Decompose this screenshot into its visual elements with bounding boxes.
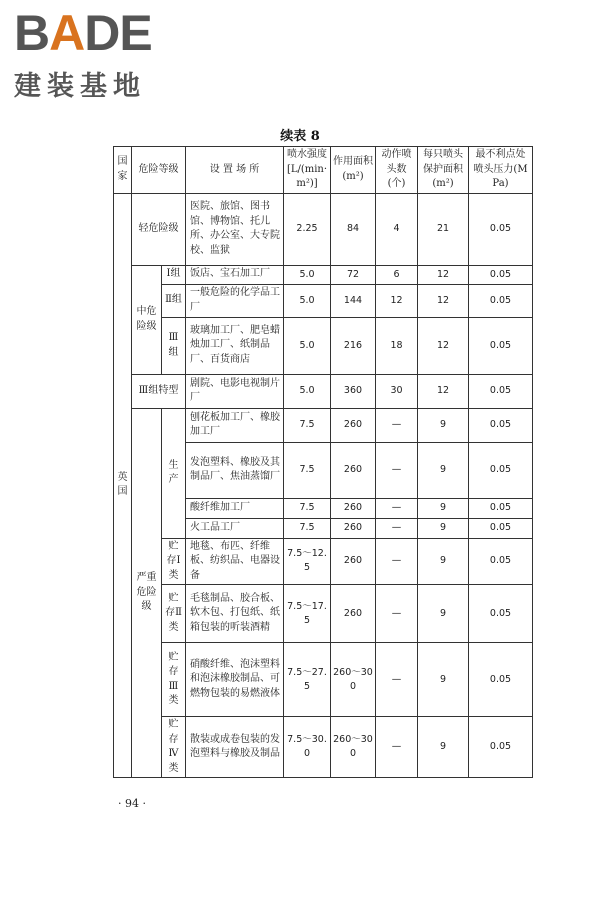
- cover-cell: 12: [418, 374, 469, 408]
- cover-cell: 12: [418, 284, 469, 317]
- heads-cell: —: [376, 442, 418, 498]
- header-cover: 每只喷头保护面积(m²): [418, 147, 469, 194]
- place-cell: 发泡塑料、橡胶及其制品厂、焦油蒸馏厂: [186, 442, 284, 498]
- place-cell: 玻璃加工厂、肥皂蜡烛加工厂、纸制品厂、百货商店: [186, 317, 284, 374]
- cover-cell: 9: [418, 408, 469, 442]
- intensity-cell: 5.0: [284, 265, 331, 284]
- heads-cell: 30: [376, 374, 418, 408]
- heads-cell: —: [376, 498, 418, 518]
- pressure-cell: 0.05: [469, 498, 533, 518]
- intensity-cell: 5.0: [284, 374, 331, 408]
- sprinkler-standard-table: [113, 146, 533, 778]
- intensity-cell: 2.25: [284, 193, 331, 265]
- intensity-cell: 7.5: [284, 518, 331, 538]
- intensity-cell: 7.5: [284, 408, 331, 442]
- hazard-subgroup: Ⅰ组: [162, 265, 186, 284]
- hazard-subgroup: 生产: [162, 408, 186, 538]
- area-cell: 260: [331, 518, 376, 538]
- table-title: 续表 8: [280, 129, 320, 144]
- cover-cell: 9: [418, 518, 469, 538]
- hazard-medium: 中危险级: [132, 265, 162, 374]
- table-row: [114, 408, 533, 442]
- pressure-cell: 0.05: [469, 538, 533, 585]
- intensity-cell: 7.5～12.5: [284, 538, 331, 585]
- heads-cell: 4: [376, 193, 418, 265]
- intensity-cell: 7.5～27.5: [284, 643, 331, 717]
- header-hazard: 危险等级: [132, 147, 186, 194]
- cover-cell: 9: [418, 643, 469, 717]
- area-cell: 84: [331, 193, 376, 265]
- pressure-cell: 0.05: [469, 585, 533, 643]
- hazard-g3-special: Ⅲ组特型: [132, 374, 186, 408]
- cover-cell: 9: [418, 538, 469, 585]
- pressure-cell: 0.05: [469, 193, 533, 265]
- table-row: [114, 265, 533, 284]
- pressure-cell: 0.05: [469, 408, 533, 442]
- place-cell: 一般危险的化学品工厂: [186, 284, 284, 317]
- hazard-subgroup: 贮存Ⅰ类: [162, 538, 186, 585]
- table-row: [114, 643, 533, 717]
- place-cell: 地毯、布匹、纤维板、纺织品、电器设备: [186, 538, 284, 585]
- cover-cell: 12: [418, 317, 469, 374]
- table-row: [114, 193, 533, 265]
- cover-cell: 21: [418, 193, 469, 265]
- heads-cell: 18: [376, 317, 418, 374]
- heads-cell: —: [376, 717, 418, 778]
- heads-cell: —: [376, 585, 418, 643]
- area-cell: 360: [331, 374, 376, 408]
- pressure-cell: 0.05: [469, 265, 533, 284]
- hazard-subgroup: 贮存Ⅳ类: [162, 717, 186, 778]
- area-cell: 260～300: [331, 717, 376, 778]
- area-cell: 260: [331, 538, 376, 585]
- hazard-subgroup: 贮存Ⅲ类: [162, 643, 186, 717]
- cover-cell: 9: [418, 498, 469, 518]
- area-cell: 260～300: [331, 643, 376, 717]
- intensity-cell: 7.5: [284, 498, 331, 518]
- header-place: 设 置 场 所: [186, 147, 284, 194]
- page-number: · 94 ·: [118, 797, 146, 810]
- hazard-light: 轻危险级: [132, 193, 186, 265]
- table-row: [114, 284, 533, 317]
- pressure-cell: 0.05: [469, 317, 533, 374]
- table-row: [114, 317, 533, 374]
- table-row: [114, 538, 533, 585]
- country-cell: 英国: [114, 193, 132, 778]
- pressure-cell: 0.05: [469, 374, 533, 408]
- heads-cell: —: [376, 408, 418, 442]
- pressure-cell: 0.05: [469, 643, 533, 717]
- area-cell: 72: [331, 265, 376, 284]
- area-cell: 260: [331, 585, 376, 643]
- table-row: [114, 585, 533, 643]
- table-row: [114, 374, 533, 408]
- heads-cell: —: [376, 538, 418, 585]
- logo-wordmark: BADE: [14, 5, 152, 61]
- pressure-cell: 0.05: [469, 442, 533, 498]
- header-intensity: 喷水强度[L/(min·m²)]: [284, 147, 331, 194]
- area-cell: 260: [331, 408, 376, 442]
- intensity-cell: 7.5～17.5: [284, 585, 331, 643]
- table-row: [114, 717, 533, 778]
- area-cell: 260: [331, 442, 376, 498]
- place-cell: 散装或成卷包装的发泡塑料与橡胶及制品: [186, 717, 284, 778]
- intensity-cell: 5.0: [284, 317, 331, 374]
- header-country: 国家: [114, 147, 132, 194]
- hazard-subgroup: Ⅲ组: [162, 317, 186, 374]
- intensity-cell: 5.0: [284, 284, 331, 317]
- intensity-cell: 7.5: [284, 442, 331, 498]
- hazard-subgroup: 贮存Ⅱ类: [162, 585, 186, 643]
- heads-cell: —: [376, 643, 418, 717]
- area-cell: 260: [331, 498, 376, 518]
- cover-cell: 9: [418, 442, 469, 498]
- brand-logo: [14, 5, 152, 103]
- heads-cell: 12: [376, 284, 418, 317]
- header-pressure: 最不利点处喷头压力(MPa): [469, 147, 533, 194]
- place-cell: 硝酸纤维、泡沫塑料和泡沫橡胶制品、可燃物包装的易燃液体: [186, 643, 284, 717]
- place-cell: 毛毯制品、胶合板、软木包、打包纸、纸箱包装的听装酒精: [186, 585, 284, 643]
- place-cell: 酸纤维加工厂: [186, 498, 284, 518]
- heads-cell: —: [376, 518, 418, 538]
- header-heads: 动作喷头数(个): [376, 147, 418, 194]
- hazard-subgroup: Ⅱ组: [162, 284, 186, 317]
- place-cell: 剧院、电影电视制片厂: [186, 374, 284, 408]
- place-cell: 医院、旅馆、图书馆、博物馆、托儿所、办公室、大专院校、监狱: [186, 193, 284, 265]
- place-cell: 火工品工厂: [186, 518, 284, 538]
- area-cell: 216: [331, 317, 376, 374]
- header-row: [114, 147, 533, 194]
- heads-cell: 6: [376, 265, 418, 284]
- intensity-cell: 7.5～30.0: [284, 717, 331, 778]
- hazard-severe: 严重危险级: [132, 408, 162, 778]
- pressure-cell: 0.05: [469, 518, 533, 538]
- cover-cell: 9: [418, 585, 469, 643]
- pressure-cell: 0.05: [469, 717, 533, 778]
- place-cell: 饭店、宝石加工厂: [186, 265, 284, 284]
- cover-cell: 12: [418, 265, 469, 284]
- pressure-cell: 0.05: [469, 284, 533, 317]
- cover-cell: 9: [418, 717, 469, 778]
- logo-tagline: 建装基地: [14, 71, 146, 102]
- header-area: 作用面积(m²): [331, 147, 376, 194]
- place-cell: 刨花板加工厂、橡胶加工厂: [186, 408, 284, 442]
- area-cell: 144: [331, 284, 376, 317]
